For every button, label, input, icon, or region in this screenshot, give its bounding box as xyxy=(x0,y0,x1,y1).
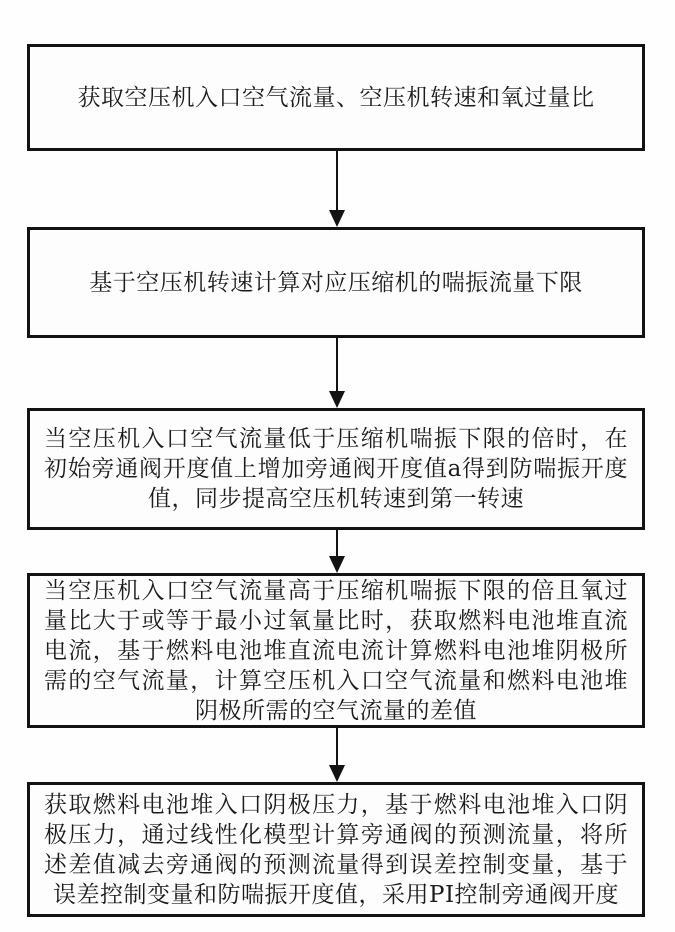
flow-step-5 xyxy=(27,782,645,917)
flow-step-2 xyxy=(27,227,645,338)
down-arrow-icon xyxy=(329,338,345,408)
arrow-head xyxy=(329,391,345,408)
down-arrow-icon xyxy=(329,530,345,573)
flow-step-1-text: 获取空压机入口空气流量、空压机转速和氧过量比 xyxy=(77,84,595,111)
flow-step-1 xyxy=(27,44,645,151)
arrow-head xyxy=(329,765,345,782)
flow-step-5-text: 获取燃料电池堆入口阴极压力，基于燃料电池堆入口阴极压力，通过线性化模型计算旁通阀的预测流量，将所述差值减去旁通阀的预测流量得到误差控制变量，基于误差控制变量和防喘振开度值，采用PI控制旁通阀开度 xyxy=(44,791,628,908)
flow-step-3 xyxy=(27,408,645,530)
arrow-head xyxy=(329,556,345,573)
flow-step-3-text: 当空压机入口空气流量低于压缩机喘振下限的倍时，在初始旁通阀开度值上增加旁通阀开度值a得到防喘振开度值，同步提高空压机转速到第一转速 xyxy=(44,426,628,512)
flow-step-2-text: 基于空压机转速计算对应压缩机的喘振流量下限 xyxy=(89,269,583,296)
arrow-head xyxy=(329,210,345,227)
down-arrow-icon xyxy=(329,151,345,227)
flow-step-4-text: 当空压机入口空气流量高于压缩机喘振下限的倍且氧过量比大于或等于最小过氧量比时，获取燃料电池堆直流电流，基于燃料电池堆直流电流计算燃料电池堆阴极所需的空气流量，计算空压机入口空气流量和燃料电池堆阴极所需的空气流量的差值 xyxy=(44,577,628,724)
flow-step-4 xyxy=(27,573,645,728)
down-arrow-icon xyxy=(329,728,345,782)
